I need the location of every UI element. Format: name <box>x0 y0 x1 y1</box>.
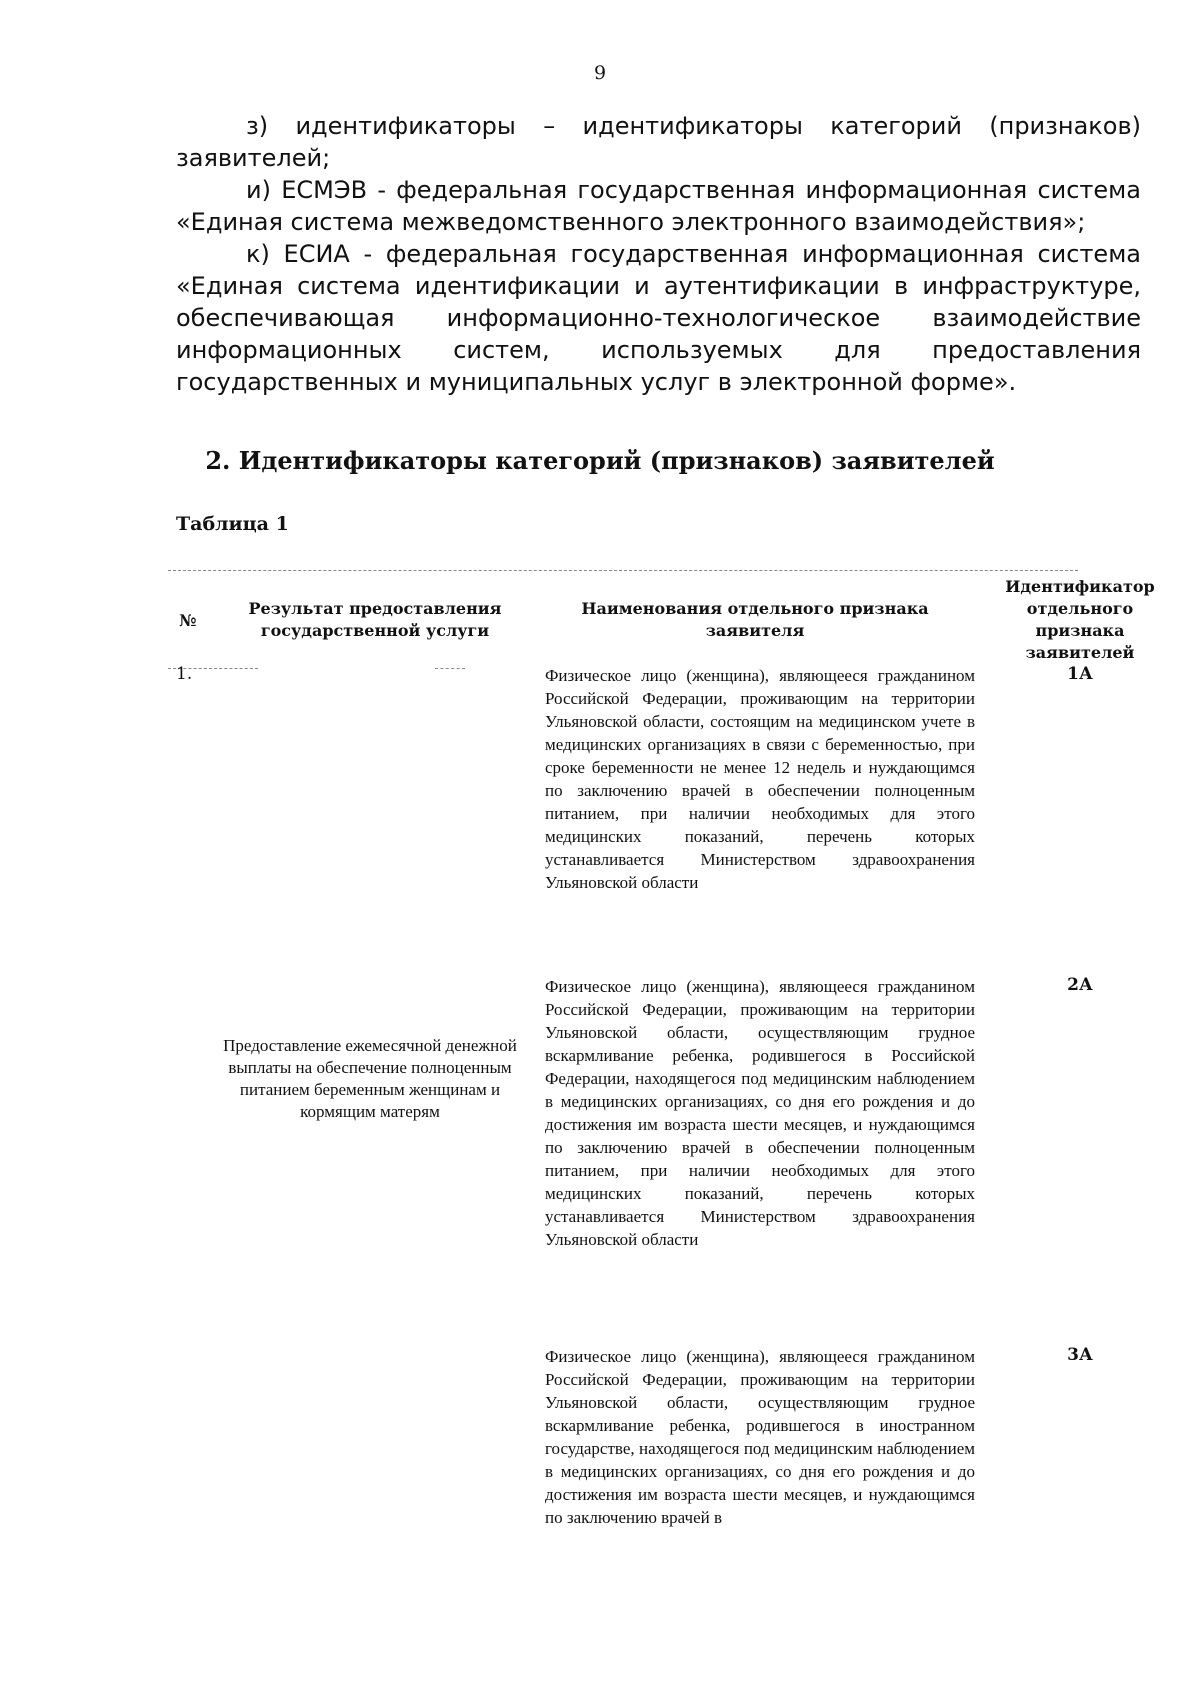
table-label: Таблица 1 <box>176 513 289 535</box>
table-top-rule <box>168 570 1078 571</box>
applicant-sign-1: Физическое лицо (женщина), являющееся гражданином Российской Федерации, проживающим на территории Ульяновской области, состоящим на медицинском учете в медицинских организациях в связи с беременностью, при сроке беременности не менее 12 недель и нуждающимся по заключению врачей в обеспечении полноценным питанием, при наличии необходимых для этого медицинских показаний, перечень которых устанавливается Министерством здравоохранения Ульяновской области <box>545 666 975 892</box>
table-header-rule-2 <box>435 668 465 669</box>
identifier-2: 2А <box>1067 975 1093 995</box>
identifier-1: 1А <box>1067 664 1093 684</box>
identifier-3: 3А <box>1067 1345 1093 1365</box>
header-identifier: Идентификатор отдельного признака заявителей <box>1005 577 1155 662</box>
applicant-sign-3: Физическое лицо (женщина), являющееся гражданином Российской Федерации, проживающим на территории Ульяновской области, осуществляющим грудное вскармливание ребенка, родившегося в иностранном государстве, находящегося под медицинским наблюдением в медицинских организациях, со дня его рождения и до достижения им возраста шести месяцев, и нуждающимся по заключению врачей в <box>545 1347 975 1527</box>
definitions-block <box>176 110 1141 398</box>
definition-i: и) ЕСМЭВ - федеральная государственная информационная система «Единая система межведомственного электронного взаимодействия»; <box>176 176 1141 236</box>
definition-z: з) идентификаторы – идентификаторы категорий (признаков) заявителей; <box>176 112 1141 172</box>
header-name: Наименования отдельного признака заявителя <box>581 599 929 640</box>
service-result-cell: Предоставление ежемесячной денежной выплаты на обеспечение полноценным питанием беременным женщинам и кормящим матерям <box>223 1036 517 1121</box>
header-result: Результат предоставления государственной услуги <box>248 599 502 640</box>
section-title: 2. Идентификаторы категорий (признаков) заявителей <box>205 446 995 475</box>
row-number: 1. <box>176 664 193 684</box>
applicant-sign-2: Физическое лицо (женщина), являющееся гражданином Российской Федерации, проживающим на территории Ульяновской области, осуществляющим грудное вскармливание ребенка, родившегося в Российской Федерации, находящегося под медицинским наблюдением в медицинских организациях, со дня его рождения и до достижения им возраста шести месяцев, и нуждающимся по заключению врачей в обеспечении полноценным питанием, при наличии необходимых для этого медицинских показаний, перечень которых устанавливается Министерством здравоохранения Ульяновской области <box>545 977 975 1249</box>
page-number: 9 <box>593 62 607 84</box>
definition-k: к) ЕСИА - федеральная государственная информационная система «Единая система идентификации и аутентификации в инфраструктуре, обеспечивающая информационно-технологическое взаимодействие информационных систем, используемых для предоставления государственных и муниципальных услуг в электронной форме». <box>176 240 1141 396</box>
header-num: № <box>179 611 197 630</box>
